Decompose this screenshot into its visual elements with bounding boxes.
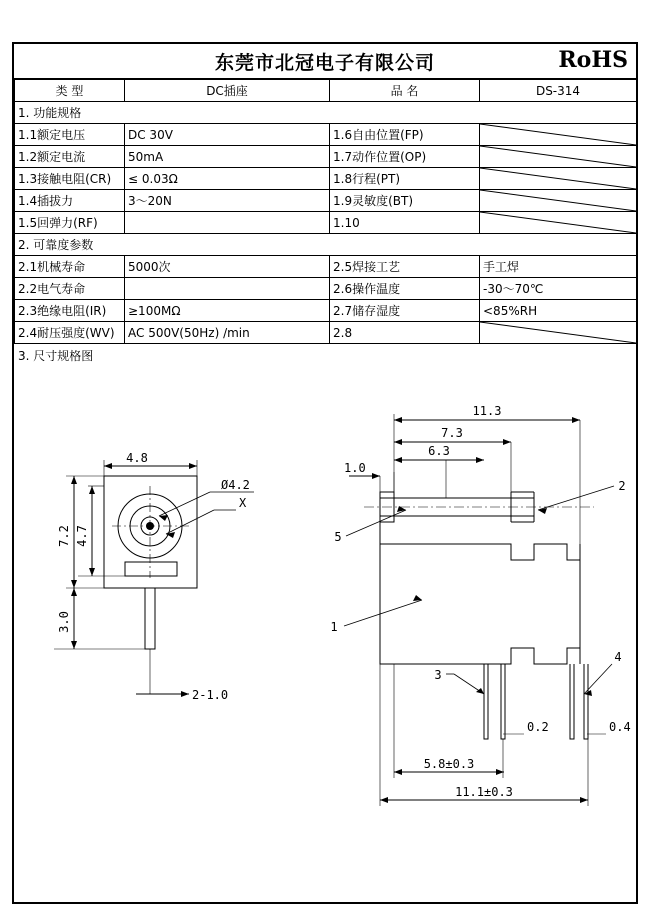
table-row — [15, 300, 637, 322]
table-row — [15, 278, 637, 300]
label-side-04: 0.4 — [609, 720, 631, 734]
diagonal-strike-icon — [480, 190, 636, 211]
row-value: 50mA — [125, 146, 330, 168]
row-value: ≥100MΩ — [125, 300, 330, 322]
row-value: -30～70℃ — [480, 278, 637, 300]
front-body-outline — [104, 476, 197, 588]
label-front-h2: 4.7 — [75, 525, 89, 547]
leader-1 — [344, 600, 422, 626]
table-row — [15, 256, 637, 278]
label-pin-2: 2 — [618, 479, 626, 493]
label-pin-5: 5 — [334, 530, 342, 544]
leader-2 — [538, 486, 614, 510]
row-label: 1.9灵敏度(BT) — [330, 190, 480, 212]
row-value — [125, 278, 330, 300]
row-value: DC 30V — [125, 124, 330, 146]
side-pin-0_2 — [501, 664, 505, 739]
name-value: DS-314 — [480, 80, 637, 102]
diagonal-strike-icon — [480, 322, 636, 343]
row-value: 手工焊 — [480, 256, 637, 278]
label-side-total: 11.3 — [472, 404, 502, 418]
page-header — [14, 44, 636, 79]
row-value: <85%RH — [480, 300, 637, 322]
diagonal-strike-icon — [480, 124, 636, 145]
section-1-heading: 1. 功能规格 — [15, 102, 637, 124]
row-label: 2.6操作温度 — [330, 278, 480, 300]
row-value: 3～20N — [125, 190, 330, 212]
row-label: 1.2额定电流 — [15, 146, 125, 168]
row-label: 2.4耐压强度(WV) — [15, 322, 125, 344]
table-row — [15, 146, 637, 168]
table-row-title — [15, 80, 637, 102]
label-side-63: 6.3 — [428, 444, 450, 458]
row-value-empty — [480, 146, 637, 168]
label-front-pin: 2-1.0 — [192, 688, 229, 702]
row-value-empty — [480, 212, 637, 234]
row-label: 2.8 — [330, 322, 480, 344]
table-row — [15, 168, 637, 190]
row-value-empty — [480, 190, 637, 212]
diagonal-strike-icon — [480, 146, 636, 167]
leader-dia — [159, 492, 210, 516]
row-value: AC 500V(50Hz) /min — [125, 322, 330, 344]
row-label: 2.5焊接工艺 — [330, 256, 480, 278]
type-value: DC插座 — [125, 80, 330, 102]
row-label: 2.2电气寿命 — [15, 278, 125, 300]
table-row-section1 — [15, 102, 637, 124]
diagonal-strike-icon — [480, 168, 636, 189]
front-slot — [125, 562, 177, 576]
row-value-empty — [480, 168, 637, 190]
row-value-empty — [480, 322, 637, 344]
label-front-hole: Ø4.2 — [221, 478, 250, 492]
side-pin-3 — [484, 664, 488, 739]
label-side-10: 1.0 — [344, 461, 366, 475]
table-row — [15, 212, 637, 234]
row-label: 1.1额定电压 — [15, 124, 125, 146]
label-side-73: 7.3 — [441, 426, 463, 440]
leader-x — [166, 510, 214, 534]
row-label: 1.3接触电阻(CR) — [15, 168, 125, 190]
label-side-02: 0.2 — [527, 720, 549, 734]
table-row — [15, 190, 637, 212]
diagonal-strike-icon — [480, 212, 636, 233]
label-side-111: 11.1±0.3 — [455, 785, 513, 799]
label-front-h3: 3.0 — [57, 611, 71, 633]
section-3-heading: 3. 尺寸规格图 — [18, 349, 94, 363]
row-label: 1.6自由位置(FP) — [330, 124, 480, 146]
label-pin-1: 1 — [330, 620, 338, 634]
row-label: 1.5回弹力(RF) — [15, 212, 125, 234]
datasheet-page — [12, 42, 638, 904]
dimension-drawing — [14, 364, 636, 924]
table-row-section2 — [15, 234, 637, 256]
row-value: ≤ 0.03Ω — [125, 168, 330, 190]
row-value-empty — [480, 124, 637, 146]
row-label: 1.8行程(PT) — [330, 168, 480, 190]
row-label: 1.7动作位置(OP) — [330, 146, 480, 168]
name-label: 品 名 — [330, 80, 480, 102]
type-label: 类 型 — [15, 80, 125, 102]
row-label: 1.10 — [330, 212, 480, 234]
front-pin — [145, 588, 155, 649]
side-pin-4 — [570, 664, 574, 739]
side-pin-right — [584, 664, 588, 739]
drawing-svg — [14, 364, 636, 914]
specification-table — [14, 79, 637, 344]
row-value — [125, 212, 330, 234]
row-value: 5000次 — [125, 256, 330, 278]
section-2-heading: 2. 可靠度参数 — [15, 234, 637, 256]
row-label: 1.4插拔力 — [15, 190, 125, 212]
company-name: 东莞市北冠电子有限公司 — [214, 52, 435, 74]
label-front-x: X — [239, 496, 247, 510]
label-side-58: 5.8±0.3 — [423, 757, 475, 771]
row-label: 2.7储存湿度 — [330, 300, 480, 322]
rohs-badge: RoHS — [558, 47, 628, 73]
table-row — [15, 124, 637, 146]
row-label: 2.3绝缘电阻(IR) — [15, 300, 125, 322]
row-label: 2.1机械寿命 — [15, 256, 125, 278]
label-pin-4: 4 — [614, 650, 622, 664]
label-pin-3: 3 — [434, 668, 442, 682]
leader-5 — [346, 510, 406, 536]
label-front-h1: 7.2 — [57, 525, 71, 547]
table-row — [15, 322, 637, 344]
label-front-width: 4.8 — [126, 451, 148, 465]
